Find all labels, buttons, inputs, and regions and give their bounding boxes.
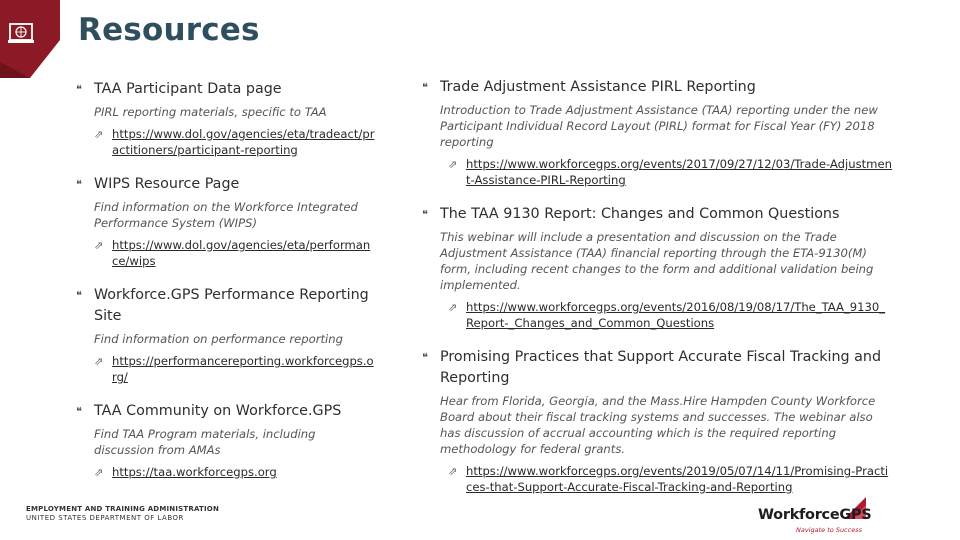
bullet-icon: ❝	[422, 351, 428, 364]
resource-section	[76, 285, 376, 385]
bullet-icon: ❝	[422, 208, 428, 221]
link-arrow-icon: ⇗	[448, 158, 458, 171]
link-arrow-icon: ⇗	[94, 466, 104, 479]
resource-section	[76, 79, 376, 158]
workforcegps-logo	[756, 495, 876, 537]
link-row	[422, 299, 892, 331]
resource-link[interactable]: https://www.workforcegps.org/events/2019/05/07/14/11/Promising-Practices-that-Support-Accurate-Fiscal-Tracking-and-Reporting	[466, 464, 889, 494]
section-heading: ❝ TAA Participant Data page	[76, 79, 376, 100]
right-column	[422, 76, 892, 495]
page-title: Resources	[78, 12, 260, 48]
link-row	[76, 464, 376, 480]
section-description: Hear from Florida, Georgia, and the Mass.Hire Hampden County Workforce Board about their fiscal tracking systems and successes. The webinar also has discussion of accrual accounting which is the required reporting methodology for federal grants.	[440, 394, 876, 456]
link-row	[76, 237, 376, 269]
section-description: Introduction to Trade Adjustment Assistance (TAA) reporting under the new Participant Individual Record Layout (PIRL) format for Fiscal Year (FY) 2018 reporting	[440, 103, 878, 149]
agency-name: EMPLOYMENT AND TRAINING ADMINISTRATION	[26, 505, 220, 513]
link-arrow-icon: ⇗	[94, 239, 104, 252]
bullet-icon: ❝	[76, 178, 82, 191]
resource-link[interactable]: https://www.workforcegps.org/events/2016/08/19/08/17/The_TAA_9130_Report-_Changes_and_Common_Questions	[466, 300, 886, 330]
section-heading: ❝ WIPS Resource Page	[76, 174, 376, 195]
link-arrow-icon: ⇗	[94, 128, 104, 141]
resource-section	[76, 174, 376, 269]
section-heading: ❝ The TAA 9130 Report: Changes and Common Questions	[422, 204, 892, 225]
logo-tagline: Navigate to Success	[796, 526, 862, 534]
agency-footer	[26, 505, 219, 523]
section-heading: ❝ TAA Community on Workforce.GPS	[76, 401, 376, 422]
bullet-icon: ❝	[422, 81, 428, 94]
section-description: Find information on the Workforce Integrated Performance System (WIPS)	[94, 200, 358, 230]
section-heading: ❝ Promising Practices that Support Accurate Fiscal Tracking and Reporting	[422, 349, 882, 386]
bullet-icon: ❝	[76, 289, 82, 302]
resource-section	[422, 347, 892, 495]
link-row	[422, 463, 892, 495]
link-row	[76, 353, 376, 385]
section-description: This webinar will include a presentation and discussion on the Trade Adjustment Assistance (TAA) financial reporting through the ETA-9130(M) form, including recent changes to the form and additional validation being implemented.	[440, 230, 874, 292]
bullet-icon: ❝	[76, 405, 82, 418]
link-arrow-icon: ⇗	[448, 301, 458, 314]
department-name: UNITED STATES DEPARTMENT OF LABOR	[26, 514, 184, 522]
link-row	[76, 126, 376, 158]
logo-text: WorkforceGPS	[758, 507, 872, 523]
resource-link[interactable]: https://taa.workforcegps.org	[112, 465, 277, 479]
resource-link[interactable]: https://www.workforcegps.org/events/2017/09/27/12/03/Trade-Adjustment-Assistance-PIRL-Reporting	[466, 157, 892, 187]
resource-section	[422, 204, 892, 331]
resource-link[interactable]: https://www.dol.gov/agencies/eta/tradeact/practitioners/participant-reporting	[112, 127, 375, 157]
resource-section	[76, 401, 376, 480]
resource-section	[422, 77, 892, 188]
section-description: Find TAA Program materials, including discussion from AMAs	[94, 427, 316, 457]
section-heading: ❝ Workforce.GPS Performance Reporting Site	[76, 287, 369, 324]
section-heading: ❝ Trade Adjustment Assistance PIRL Reporting	[422, 77, 892, 98]
left-column	[76, 76, 376, 480]
resource-link[interactable]: https://www.dol.gov/agencies/eta/performance/wips	[112, 238, 371, 268]
section-description: PIRL reporting materials, specific to TAA	[94, 105, 327, 119]
bullet-icon: ❝	[76, 83, 82, 96]
resource-link[interactable]: https://performancereporting.workforcegps.org/	[112, 354, 374, 384]
corner-brand-graphic	[0, 0, 60, 78]
link-arrow-icon: ⇗	[94, 355, 104, 368]
section-description: Find information on performance reporting	[94, 332, 343, 346]
link-arrow-icon: ⇗	[448, 465, 458, 478]
link-row	[422, 156, 892, 188]
